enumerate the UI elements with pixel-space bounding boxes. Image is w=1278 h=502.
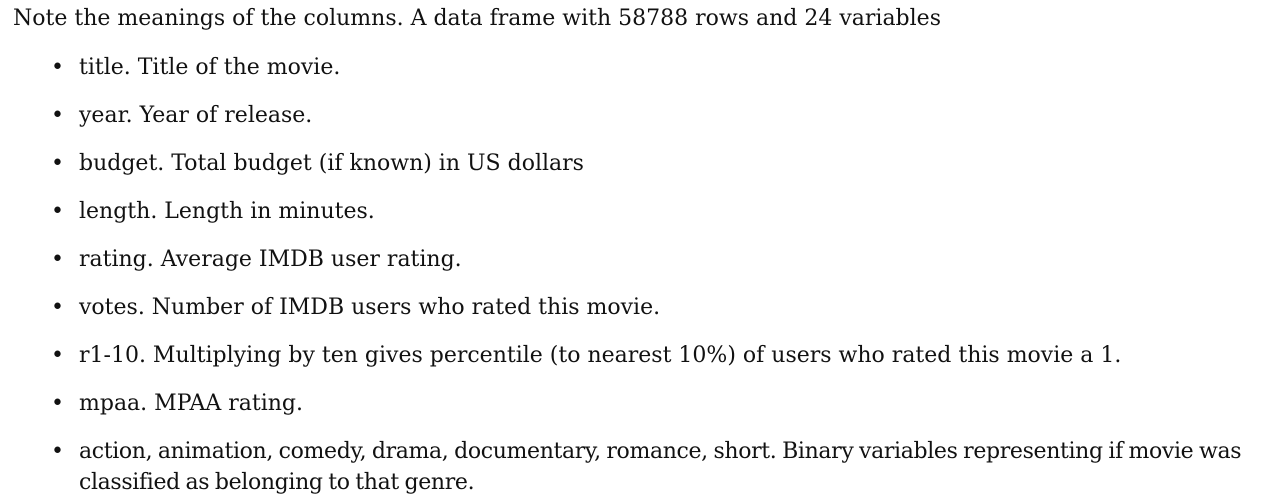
list-item (13, 244, 1275, 275)
column-list (13, 52, 1275, 498)
bullet-icon: • (51, 439, 64, 464)
list-item (13, 292, 1275, 323)
list-item (13, 196, 1275, 227)
bullet-icon: • (51, 343, 64, 368)
list-item-text: r1-10. Multiplying by ten gives percentile (to nearest 10%) of users who rated this movie a 1. (79, 343, 1122, 368)
list-item (13, 340, 1275, 371)
list-item (13, 436, 1275, 498)
list-item (13, 148, 1275, 179)
list-item (13, 52, 1275, 83)
list-item-text: action, animation, comedy, drama, documentary, romance, short. Binary variables representing if movie was classified as belonging to that genre. (79, 439, 1242, 495)
list-item-text: title. Title of the movie. (79, 55, 341, 80)
bullet-icon: • (51, 55, 64, 80)
bullet-icon: • (51, 199, 64, 224)
intro-text: Note the meanings of the columns. A data frame with 58788 rows and 24 variables (13, 6, 941, 31)
bullet-icon: • (51, 103, 64, 128)
list-item (13, 388, 1275, 419)
list-item-text: rating. Average IMDB user rating. (79, 247, 462, 272)
bullet-icon: • (51, 391, 64, 416)
list-item-text: votes. Number of IMDB users who rated this movie. (79, 295, 661, 320)
list-item-text: budget. Total budget (if known) in US dollars (79, 151, 584, 176)
document (13, 4, 1275, 498)
list-item-text: mpaa. MPAA rating. (79, 391, 303, 416)
list-item (13, 100, 1275, 131)
list-item-text: length. Length in minutes. (79, 199, 375, 224)
bullet-icon: • (51, 295, 64, 320)
bullet-icon: • (51, 247, 64, 272)
list-item-text: year. Year of release. (79, 103, 313, 128)
bullet-icon: • (51, 151, 64, 176)
